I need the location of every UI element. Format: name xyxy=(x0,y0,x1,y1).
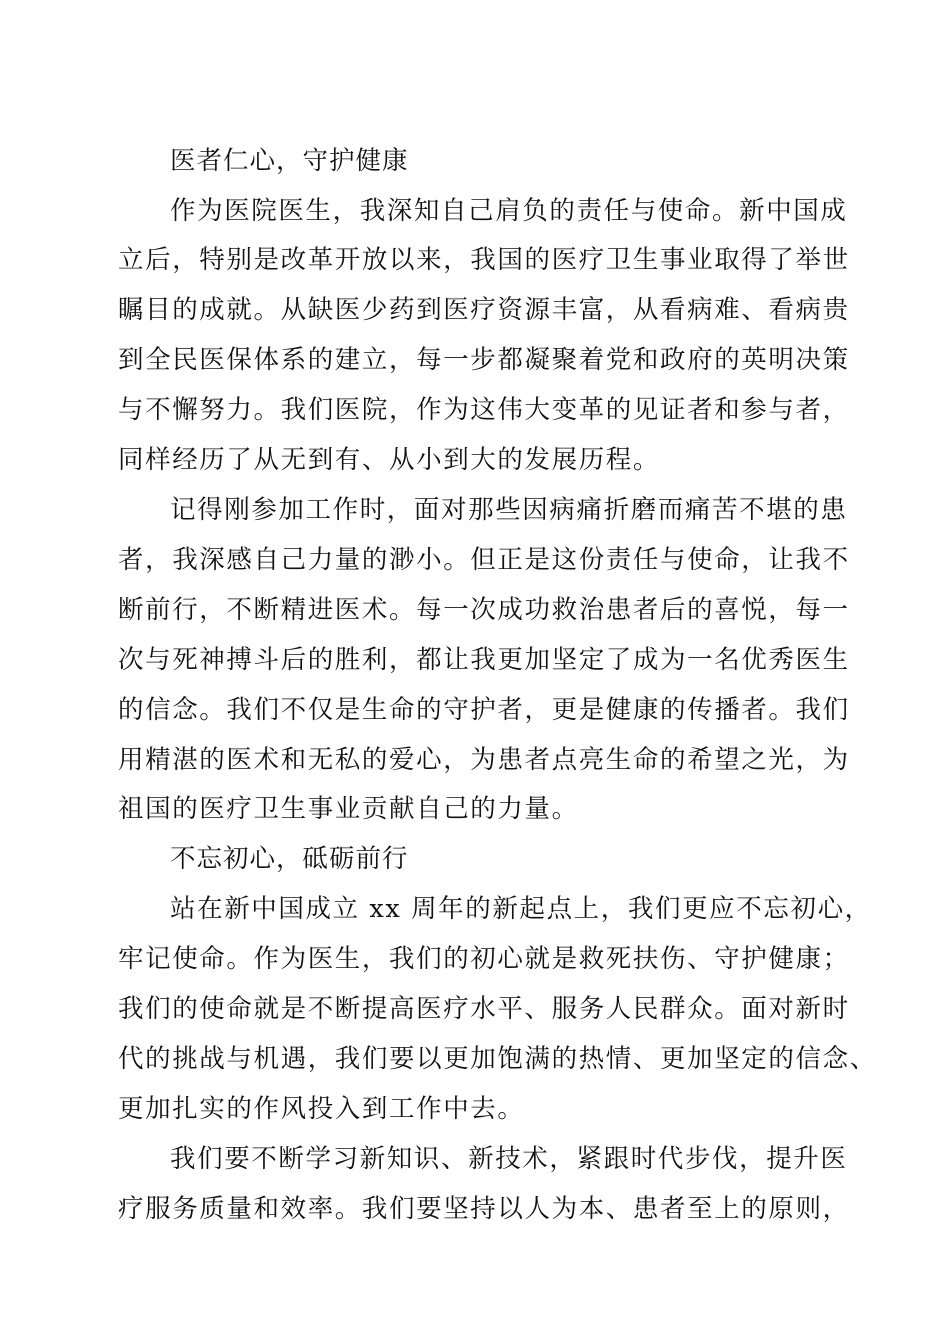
paragraph-1-line-1: 作为医院医生，我深知自己肩负的责任与使命。新中国成 xyxy=(170,196,848,226)
paragraph-1-line-5: 与不懈努力。我们医院，作为这伟大变革的见证者和参与者， xyxy=(118,395,850,425)
paragraph-4-line-2: 疗服务质量和效率。我们要坚持以人为本、患者至上的原则， xyxy=(118,1194,850,1224)
paragraph-1-line-2: 立后，特别是改革开放以来，我国的医疗卫生事业取得了举世 xyxy=(118,245,850,275)
paragraph-3-line-4: 代的挑战与机遇，我们要以更加饱满的热情、更加坚定的信念、 xyxy=(118,1044,877,1074)
paragraph-1-line-4: 到全民医保体系的建立，每一步都凝聚着党和政府的英明决策 xyxy=(118,345,850,375)
paragraph-2-line-1: 记得刚参加工作时，面对那些因病痛折磨而痛苦不堪的患 xyxy=(170,495,848,525)
paragraph-2-line-3: 断前行，不断精进医术。每一次成功救治患者后的喜悦，每一 xyxy=(118,595,850,625)
paragraph-2-line-5: 的信念。我们不仅是生命的守护者，更是健康的传播者。我们 xyxy=(118,695,850,725)
paragraph-4-line-1: 我们要不断学习新知识、新技术，紧跟时代步伐，提升医 xyxy=(170,1144,848,1174)
paragraph-3-line-2: 牢记使命。作为医生，我们的初心就是救死扶伤、守护健康； xyxy=(118,944,850,974)
paragraph-2-line-7: 祖国的医疗卫生事业贡献自己的力量。 xyxy=(118,794,579,824)
paragraph-2-line-4: 次与死神搏斗后的胜利，都让我更加坚定了成为一名优秀医生 xyxy=(118,645,850,675)
section-heading-2: 不忘初心，砥砺前行 xyxy=(170,844,409,874)
paragraph-2-line-2: 者，我深感自己力量的渺小。但正是这份责任与使命，让我不 xyxy=(118,545,850,575)
paragraph-3-line-1: 站在新中国成立 xx 周年的新起点上，我们更应不忘初心， xyxy=(170,894,872,924)
paragraph-1-line-6: 同样经历了从无到有、从小到大的发展历程。 xyxy=(118,445,661,475)
paragraph-3-line-3: 我们的使命就是不断提高医疗水平、服务人民群众。面对新时 xyxy=(118,994,850,1024)
paragraph-1-line-3: 瞩目的成就。从缺医少药到医疗资源丰富，从看病难、看病贵 xyxy=(118,295,850,325)
paragraph-2-line-6: 用精湛的医术和无私的爱心，为患者点亮生命的希望之光，为 xyxy=(118,745,850,775)
section-heading-1: 医者仁心，守护健康 xyxy=(170,146,409,176)
paragraph-3-line-5: 更加扎实的作风投入到工作中去。 xyxy=(118,1094,525,1124)
